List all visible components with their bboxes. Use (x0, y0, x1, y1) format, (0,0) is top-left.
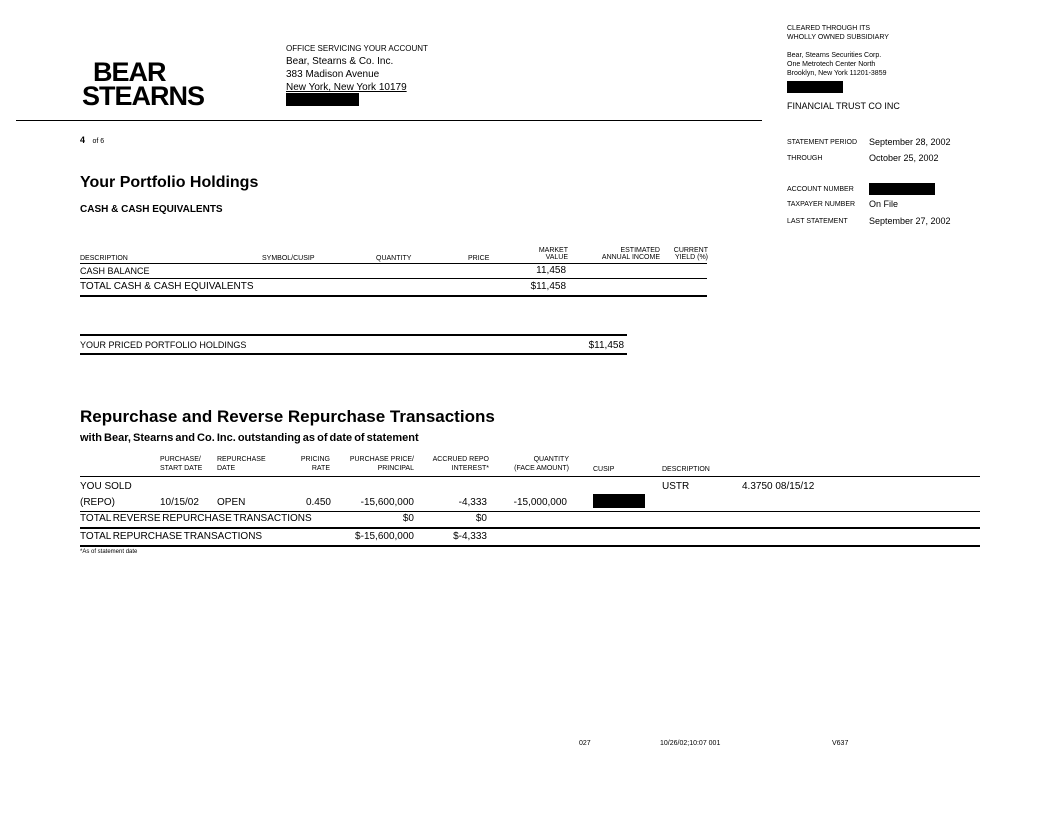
portfolio-subtitle: CASH & CASH EQUIVALENTS (80, 204, 223, 215)
client-name: FINANCIAL TRUST CO INC (787, 101, 900, 111)
total-repo-label: TOTAL REPURCHASE TRANSACTIONS (80, 531, 263, 542)
repo-repurchase-date: OPEN (217, 497, 246, 508)
office-heading: OFFICE SERVICING YOUR ACCOUNT (286, 44, 428, 53)
col-price: PRICE (468, 255, 490, 262)
col-qty-line-1: QUANTITY (533, 456, 569, 463)
portfolio-row-rule (80, 278, 707, 279)
col-quantity: QUANTITY (376, 255, 412, 262)
col-current-line-2: YIELD (%) (674, 254, 708, 261)
clearing-line-5: Brooklyn, New York 11201-3859 (787, 70, 887, 77)
col-description: DESCRIPTION (80, 255, 128, 262)
cash-balance-value: 11,458 (536, 265, 566, 276)
col-repo-description: DESCRIPTION (662, 466, 710, 473)
col-accrued-interest (425, 456, 489, 472)
repo-subtitle: with Bear, Stearns and Co. Inc. outstanding as of date of statement (80, 432, 419, 444)
taxpayer-label: TAXPAYER NUMBER (787, 201, 856, 208)
last-statement-value: September 27, 2002 (869, 216, 951, 226)
total-cash-value: $11,458 (530, 281, 566, 292)
repo-row-rule (80, 511, 980, 512)
col-market-line-1: MARKET (538, 247, 568, 254)
total-repo-interest: $-4,333 (453, 531, 487, 542)
redacted-block (286, 93, 359, 106)
repo-type: (REPO) (80, 497, 115, 508)
clearing-line-3: Bear, Stearns Securities Corp. (787, 52, 882, 59)
total-reverse-rule (80, 527, 980, 529)
office-line-3: New York, New York 10179 (286, 82, 407, 93)
office-line-2: 383 Madison Avenue (286, 69, 380, 80)
priced-holdings-label: YOUR PRICED PORTFOLIO HOLDINGS (80, 340, 247, 350)
col-price-line-1: PURCHASE PRICE/ (349, 456, 414, 463)
col-pricing-line-2: RATE (311, 465, 330, 472)
portfolio-total-rule (80, 295, 707, 297)
logo-line-1: BEAR (93, 57, 166, 87)
col-purchase-price (340, 456, 414, 472)
repo-title: Repurchase and Reverse Repurchase Transactions (80, 407, 495, 426)
col-symbol: SYMBOL/CUSIP (262, 255, 315, 262)
footer-code-2: V637 (832, 740, 849, 747)
col-repurchase-line-1: REPURCHASE (217, 456, 266, 463)
redacted-cusip (593, 494, 645, 508)
portfolio-title: Your Portfolio Holdings (80, 174, 259, 191)
bear-stearns-logo (82, 57, 205, 111)
col-current-yield (668, 247, 708, 261)
col-current-line-1: CURRENT (673, 247, 708, 254)
footer-timestamp: 10/26/02;10:07 001 (660, 740, 721, 747)
priced-top-rule (80, 334, 627, 336)
taxpayer-value: On File (869, 199, 899, 209)
total-cash-label: TOTAL CASH & CASH EQUIVALENTS (80, 281, 254, 292)
col-accrued-line-1: ACCRUED REPO (432, 456, 489, 463)
priced-holdings-value: $11,458 (588, 340, 624, 351)
col-repurchase-date (217, 456, 266, 472)
col-repurchase-line-2: DATE (217, 465, 236, 472)
col-accrued-line-2: INTEREST* (451, 465, 489, 472)
total-reverse-interest: $0 (475, 513, 487, 524)
repo-rate: 0.450 (305, 497, 331, 508)
repo-header-rule (80, 476, 980, 477)
col-pricing-line-1: PRICING (300, 456, 330, 463)
col-estimated-line-1: ESTIMATED (620, 247, 660, 254)
total-repo-principal: $-15,600,000 (355, 531, 414, 542)
last-statement-label: LAST STATEMENT (787, 218, 848, 225)
col-face-amount (505, 456, 569, 472)
security-detail: 4.3750 08/15/12 (742, 481, 815, 492)
col-qty-line-2: (FACE AMOUNT) (514, 465, 569, 472)
total-reverse-principal: $0 (402, 513, 414, 524)
col-estimated-income (590, 247, 660, 261)
priced-bottom-rule (80, 353, 627, 355)
footnote: *As of statement date (80, 549, 138, 555)
security-code: USTR (662, 481, 690, 492)
col-pricing-rate (290, 456, 330, 472)
logo-line-2: STEARNS (82, 81, 205, 111)
col-market-line-2: VALUE (545, 254, 568, 261)
total-reverse-label: TOTAL REVERSE REPURCHASE TRANSACTIONS (80, 513, 312, 524)
col-price-line-2: PRINCIPAL (377, 465, 414, 472)
repo-start-date: 10/15/02 (160, 497, 199, 508)
header-rule (16, 120, 762, 121)
clearing-line-2: WHOLLY OWNED SUBSIDIARY (787, 34, 889, 41)
col-estimated-line-2: ANNUAL INCOME (601, 254, 660, 261)
footer-code-1: 027 (579, 740, 591, 747)
col-purchase-start (160, 456, 202, 472)
through-value: October 25, 2002 (869, 153, 939, 163)
col-purchase-line-1: PURCHASE/ (160, 456, 201, 463)
statement-period-label: STATEMENT PERIOD (787, 139, 858, 146)
redacted-block (787, 81, 843, 93)
page-number-of: of 6 (92, 138, 105, 145)
col-cusip: CUSIP (593, 466, 615, 473)
total-repo-rule (80, 545, 980, 547)
portfolio-header-rule (80, 263, 707, 264)
office-line-1: Bear, Stearns & Co. Inc. (286, 56, 394, 67)
clearing-line-4: One Metrotech Center North (787, 61, 876, 68)
you-sold-label: YOU SOLD (80, 481, 132, 492)
col-purchase-line-2: START DATE (160, 465, 203, 472)
col-market-value (520, 247, 568, 261)
clearing-line-1: CLEARED THROUGH ITS (787, 25, 871, 32)
through-label: THROUGH (787, 155, 823, 162)
page-number-value: 4 (80, 135, 86, 145)
repo-principal: -15,600,000 (360, 497, 414, 508)
repo-quantity: -15,000,000 (513, 497, 567, 508)
statement-period-value: September 28, 2002 (869, 137, 951, 147)
redacted-account-number (869, 183, 935, 195)
page-number (80, 130, 104, 148)
account-number-label: ACCOUNT NUMBER (787, 186, 854, 193)
repo-interest: -4,333 (458, 497, 487, 508)
cash-balance-label: CASH BALANCE (80, 266, 150, 276)
